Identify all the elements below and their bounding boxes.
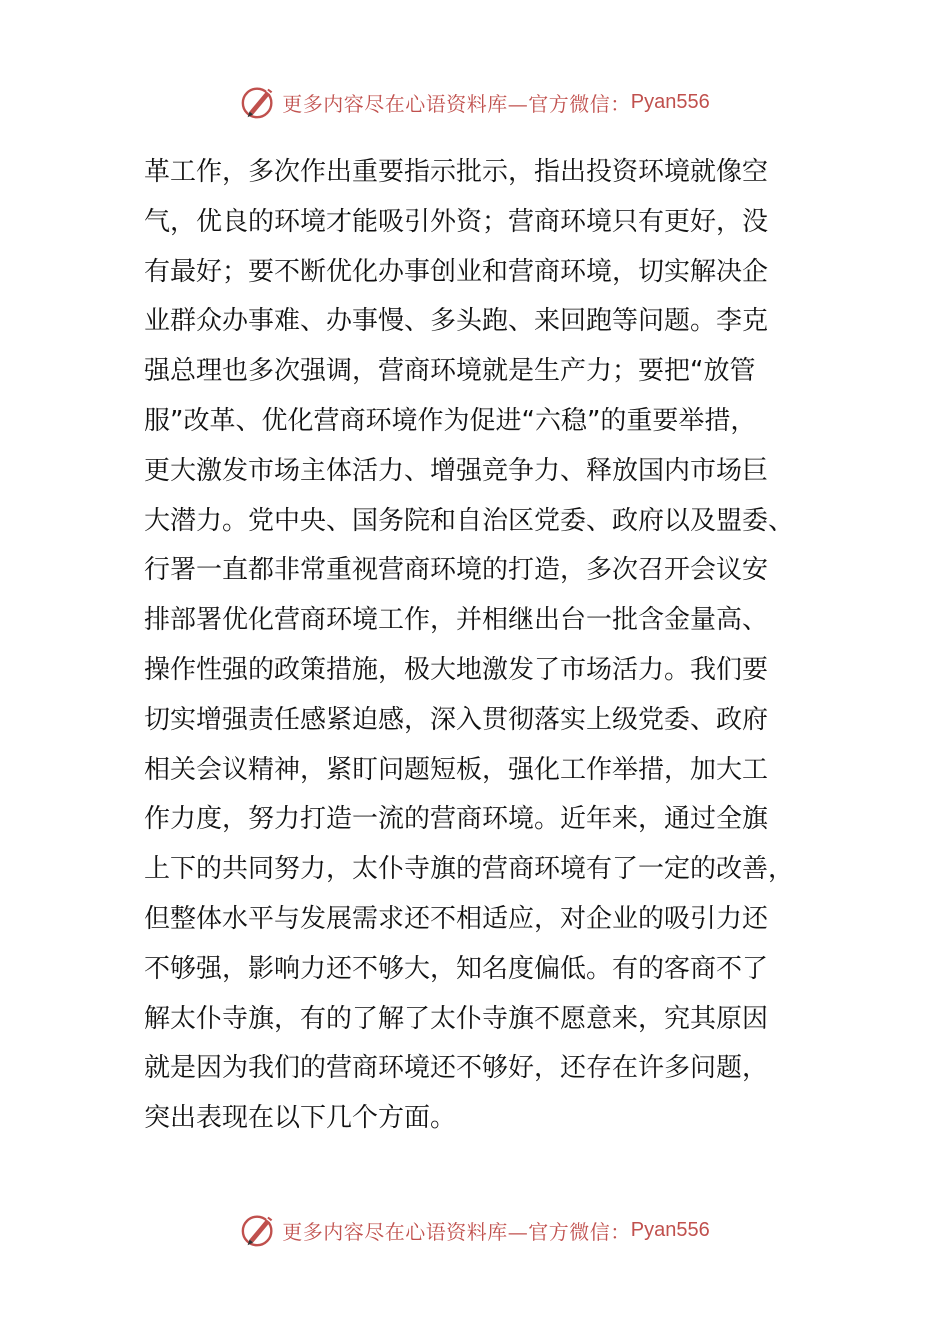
body-line: 革工作，多次作出重要指示批示，指出投资环境就像空 [144,157,769,187]
body-line: 有最好；要不断优化办事创业和营商环境，切实解决企 [144,256,769,287]
header-banner-handle: Pyan556 [630,90,710,113]
body-line: 更大激发市场主体活力、增强竞争力、释放国内市场巨 [144,455,769,486]
body-line: 上下的共同努力，太仆寺旗的营商环境有了一定的改善， [144,854,795,885]
pen-logo-icon [240,1211,278,1249]
body-line: 业群众办事难、办事慢、多头跑、来回跑等问题。李克 [144,306,769,337]
body-line: 相关会议精神，紧盯问题短板，强化工作举措，加大工 [144,754,769,785]
footer-banner [0,1208,950,1252]
body-line: 作力度，努力打造一流的营商环境。近年来，通过全旗 [144,804,769,835]
body-line: 但整体水平与发展需求还不相适应，对企业的吸引力还 [144,903,769,934]
header-banner-text: 更多内容尽在心语资料库—官方微信： [282,91,631,116]
header-banner [0,80,950,124]
body-line: 切实增强责任感紧迫感，深入贯彻落实上级党委、政府 [144,704,769,735]
footer-banner-text: 更多内容尽在心语资料库—官方微信： [282,1219,631,1244]
footer-banner-handle: Pyan556 [630,1218,710,1241]
body-line: 气，优良的环境才能吸引外资；营商环境只有更好，没 [144,206,769,237]
body-line: 服”改革、优化营商环境作为促进“六稳”的重要举措， [144,405,757,436]
document-body [144,148,824,1144]
body-line: 解太仆寺旗，有的了解了太仆寺旗不愿意来，究其原因 [144,1003,769,1034]
body-line: 操作性强的政策措施，极大地激发了市场活力。我们要 [144,654,769,685]
body-line: 大潜力。党中央、国务院和自治区党委、政府以及盟委、 [144,505,795,536]
body-line: 强总理也多次强调，营商环境就是生产力；要把“放管 [144,356,756,387]
body-line: 行署一直都非常重视营商环境的打造，多次召开会议安 [144,555,769,586]
body-line: 排部署优化营商环境工作，并相继出台一批含金量高、 [144,605,769,636]
body-line: 不够强，影响力还不够大，知名度偏低。有的客商不了 [144,953,769,984]
pen-logo-icon [240,83,278,121]
body-line: 就是因为我们的营商环境还不够好，还存在许多问题， [144,1053,769,1084]
body-line: 突出表现在以下几个方面。 [144,1103,457,1134]
